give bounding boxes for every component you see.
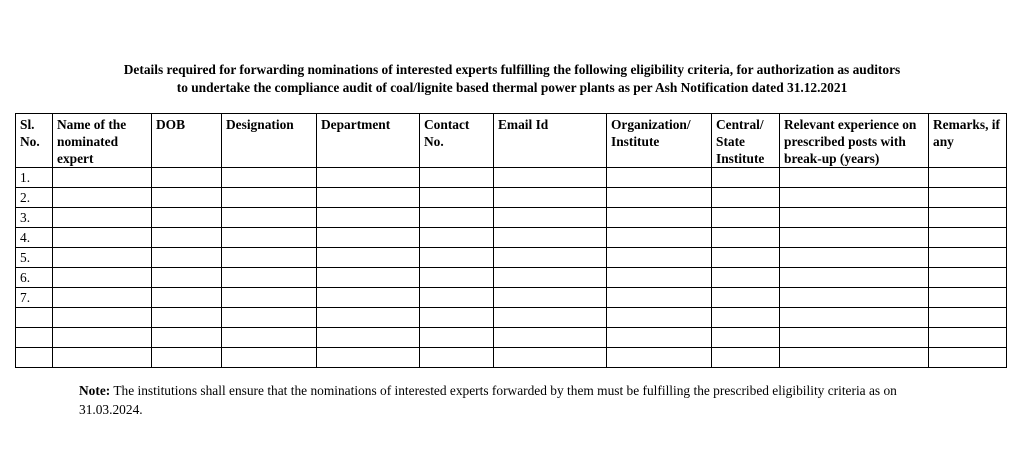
table-cell bbox=[607, 248, 712, 268]
table-cell bbox=[222, 268, 317, 288]
table-cell bbox=[222, 348, 317, 368]
table-row bbox=[16, 248, 1007, 268]
table-row bbox=[16, 168, 1007, 188]
table-cell bbox=[420, 168, 494, 188]
table-cell bbox=[317, 208, 420, 228]
table-cell bbox=[420, 188, 494, 208]
table-cell bbox=[712, 168, 780, 188]
table-cell bbox=[53, 248, 152, 268]
table-cell bbox=[929, 188, 1007, 208]
column-header-central-state: Central/ State Institute bbox=[712, 114, 780, 168]
row-serial-number: 6. bbox=[16, 268, 53, 288]
table-cell bbox=[53, 348, 152, 368]
table-cell bbox=[494, 328, 607, 348]
table-row bbox=[16, 268, 1007, 288]
table-cell bbox=[152, 248, 222, 268]
table-row bbox=[16, 308, 1007, 328]
table-row bbox=[16, 228, 1007, 248]
table-cell bbox=[53, 228, 152, 248]
column-header-organization: Organization/ Institute bbox=[607, 114, 712, 168]
table-cell bbox=[152, 288, 222, 308]
table-header-row bbox=[16, 114, 1007, 168]
table-cell bbox=[494, 188, 607, 208]
table-row bbox=[16, 188, 1007, 208]
table-cell bbox=[712, 288, 780, 308]
table-cell bbox=[780, 328, 929, 348]
table-cell bbox=[222, 168, 317, 188]
table-cell bbox=[152, 348, 222, 368]
table-cell bbox=[222, 228, 317, 248]
table-cell bbox=[929, 288, 1007, 308]
table-cell bbox=[152, 308, 222, 328]
table-cell bbox=[780, 188, 929, 208]
page-heading bbox=[0, 61, 1024, 97]
column-header-email: Email Id bbox=[494, 114, 607, 168]
table-cell bbox=[420, 348, 494, 368]
table-cell bbox=[53, 308, 152, 328]
table-row bbox=[16, 288, 1007, 308]
table-cell bbox=[712, 268, 780, 288]
table-cell bbox=[780, 248, 929, 268]
table-cell bbox=[929, 208, 1007, 228]
table-cell bbox=[222, 248, 317, 268]
table-cell bbox=[420, 288, 494, 308]
table-cell bbox=[152, 268, 222, 288]
table-cell bbox=[420, 248, 494, 268]
table-cell bbox=[607, 188, 712, 208]
table-cell bbox=[929, 268, 1007, 288]
table-cell bbox=[780, 268, 929, 288]
row-serial-number: 7. bbox=[16, 288, 53, 308]
table-cell bbox=[780, 308, 929, 328]
nominations-table bbox=[15, 113, 1007, 368]
table-cell bbox=[712, 328, 780, 348]
table-cell bbox=[929, 168, 1007, 188]
table-cell bbox=[780, 168, 929, 188]
table-cell bbox=[929, 328, 1007, 348]
column-header-dob: DOB bbox=[152, 114, 222, 168]
table-cell bbox=[607, 168, 712, 188]
table-cell bbox=[712, 348, 780, 368]
table-cell bbox=[222, 208, 317, 228]
table-cell bbox=[607, 288, 712, 308]
table-cell bbox=[929, 348, 1007, 368]
table-cell bbox=[152, 228, 222, 248]
table-cell bbox=[420, 328, 494, 348]
table-cell bbox=[317, 268, 420, 288]
table-cell bbox=[607, 328, 712, 348]
table-cell bbox=[152, 328, 222, 348]
table-cell bbox=[152, 168, 222, 188]
table-cell bbox=[607, 228, 712, 248]
table-cell bbox=[494, 168, 607, 188]
table-cell bbox=[607, 308, 712, 328]
table-cell bbox=[222, 308, 317, 328]
table-cell bbox=[420, 208, 494, 228]
row-serial-number: 1. bbox=[16, 168, 53, 188]
table-cell bbox=[780, 288, 929, 308]
table-cell bbox=[152, 208, 222, 228]
table-cell bbox=[317, 348, 420, 368]
table-cell bbox=[53, 288, 152, 308]
column-header-experience: Relevant experience on prescribed posts with break-up (years) bbox=[780, 114, 929, 168]
table-cell bbox=[222, 188, 317, 208]
table-cell bbox=[317, 228, 420, 248]
column-header-name: Name of the nominated expert bbox=[53, 114, 152, 168]
row-serial-number: 5. bbox=[16, 248, 53, 268]
table-cell bbox=[317, 248, 420, 268]
table-cell bbox=[53, 168, 152, 188]
note-text: The institutions shall ensure that the nominations of interested experts forwarded by them must be fulfilling the prescribed eligibility criteria as on 31.03.2024. bbox=[79, 383, 897, 417]
table-cell bbox=[420, 308, 494, 328]
table-cell bbox=[420, 228, 494, 248]
heading-line-1: Details required for forwarding nominations of interested experts fulfilling the following eligibility criteria, for authorization as auditors bbox=[123, 62, 901, 77]
column-header-designation: Designation bbox=[222, 114, 317, 168]
row-serial-number bbox=[16, 308, 53, 328]
table-cell bbox=[317, 288, 420, 308]
table-cell bbox=[494, 348, 607, 368]
table-cell bbox=[712, 228, 780, 248]
table-cell bbox=[494, 208, 607, 228]
table-cell bbox=[317, 188, 420, 208]
table-cell bbox=[494, 268, 607, 288]
note bbox=[79, 381, 959, 419]
table-cell bbox=[929, 228, 1007, 248]
row-serial-number bbox=[16, 348, 53, 368]
table-cell bbox=[712, 188, 780, 208]
column-header-sl-no: Sl. No. bbox=[16, 114, 53, 168]
table-cell bbox=[317, 168, 420, 188]
table-cell bbox=[494, 228, 607, 248]
table-cell bbox=[53, 188, 152, 208]
row-serial-number: 4. bbox=[16, 228, 53, 248]
table-cell bbox=[607, 348, 712, 368]
row-serial-number: 3. bbox=[16, 208, 53, 228]
table-cell bbox=[53, 328, 152, 348]
table-cell bbox=[494, 288, 607, 308]
table-cell bbox=[53, 208, 152, 228]
table-cell bbox=[222, 328, 317, 348]
table-cell bbox=[420, 268, 494, 288]
note-label: Note: bbox=[79, 383, 111, 398]
heading-line-2: to undertake the compliance audit of coal/lignite based thermal power plants as per Ash Notification dated 31.12.2021 bbox=[176, 80, 848, 95]
table-cell bbox=[712, 248, 780, 268]
column-header-contact: Contact No. bbox=[420, 114, 494, 168]
table-cell bbox=[222, 288, 317, 308]
table-cell bbox=[317, 308, 420, 328]
table-cell bbox=[712, 208, 780, 228]
table-cell bbox=[712, 308, 780, 328]
table-cell bbox=[607, 268, 712, 288]
row-serial-number: 2. bbox=[16, 188, 53, 208]
table-row bbox=[16, 348, 1007, 368]
table-cell bbox=[780, 228, 929, 248]
row-serial-number bbox=[16, 328, 53, 348]
table-cell bbox=[607, 208, 712, 228]
column-header-department: Department bbox=[317, 114, 420, 168]
table-row bbox=[16, 208, 1007, 228]
table-cell bbox=[780, 348, 929, 368]
column-header-remarks: Remarks, if any bbox=[929, 114, 1007, 168]
table-cell bbox=[152, 188, 222, 208]
table-cell bbox=[53, 268, 152, 288]
table-cell bbox=[929, 308, 1007, 328]
table-cell bbox=[929, 248, 1007, 268]
table-row bbox=[16, 328, 1007, 348]
table-cell bbox=[494, 248, 607, 268]
table-cell bbox=[494, 308, 607, 328]
table-cell bbox=[317, 328, 420, 348]
table-cell bbox=[780, 208, 929, 228]
